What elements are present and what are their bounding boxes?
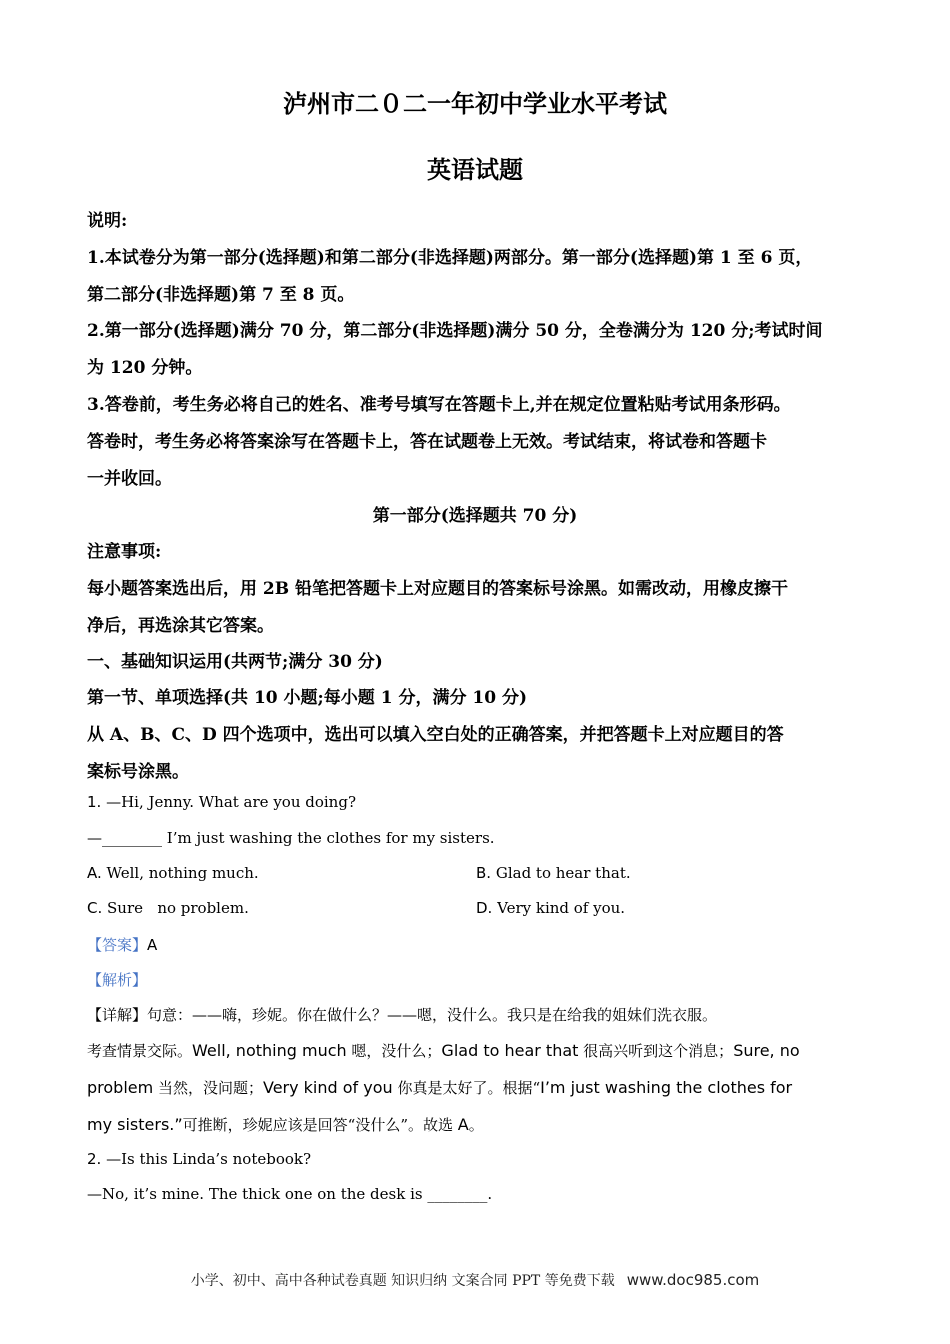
exam-subtitle: 英语试题 <box>427 155 523 184</box>
exp-text: 嗯，没什么； <box>346 1042 442 1060</box>
question-text: —Is this Linda’s notebook? <box>106 1150 312 1168</box>
option-label: D. <box>476 899 493 917</box>
exp-text: 可推断，珍妮应该是回答“没什么”。故选 <box>182 1116 458 1134</box>
option-a <box>87 864 259 882</box>
question-number: 1. <box>87 793 102 811</box>
option-label: B. <box>476 864 492 882</box>
exp-text: 很高兴听到这个消息； <box>578 1042 734 1060</box>
question-number: 2. <box>87 1150 102 1168</box>
option-label: A. <box>87 864 102 882</box>
question-1-prompt <box>87 793 356 811</box>
option-text: Very kind of you. <box>497 899 626 917</box>
exp-text: 考查情景交际。 <box>87 1042 193 1060</box>
option-text: Well, nothing much. <box>106 864 259 882</box>
option-text: Sure no problem. <box>107 899 249 917</box>
answer-line <box>87 934 157 955</box>
instruction-line: 答卷时，考生务必将答案涂写在答题卡上，答在试题卷上无效。考试结束，将试卷和答题卡 <box>87 432 767 452</box>
instruction-line: 3.答卷前，考生务必将自己的姓名、准考号填写在答题卡上,并在规定位置粘贴考试用条形码。 <box>87 395 791 415</box>
question-2-response: —No, it’s mine. The thick one on the desk is ________. <box>87 1185 493 1203</box>
analysis-tag: 【解析】 <box>87 971 148 989</box>
instruction-line: 2.第一部分(选择题)满分 70 分，第二部分(非选择题)满分 50 分，全卷满分为 120 分;考试时间 <box>87 321 823 341</box>
exp-text: Glad to hear that <box>441 1041 579 1060</box>
exp-text: Well, nothing much <box>192 1041 347 1060</box>
answer-tag: 【答案】 <box>87 936 148 954</box>
answer-value: A <box>147 936 158 954</box>
footer-text: 小学、初中、高中各种试卷真题 知识归纳 文案合同 PPT 等免费下载 <box>190 1273 615 1289</box>
option-b <box>476 864 631 882</box>
instruction-line: 为 120 分钟。 <box>87 358 203 378</box>
exp-text: problem <box>87 1078 154 1097</box>
question-1-response: —________ I’m just washing the clothes for my sisters. <box>87 829 495 847</box>
exp-text: A <box>457 1115 469 1134</box>
explanation-line <box>87 1114 484 1135</box>
instruction-line: 一并收回。 <box>87 469 172 489</box>
question-text: —Hi, Jenny. What are you doing? <box>106 793 356 811</box>
exp-text: 你真是太好了。根据“ <box>392 1079 541 1097</box>
detail-line: 【详解】句意：——嗨，珍妮。你在做什么？——嗯，没什么。我只是在给我的姐妹们洗衣服。 <box>87 1006 718 1024</box>
exp-text: I’m just washing the clothes for <box>540 1078 793 1097</box>
notes-heading: 注意事项: <box>87 542 162 562</box>
exp-text: 。 <box>468 1116 484 1134</box>
subsection-heading: 第一节、单项选择(共 10 小题;每小题 1 分，满分 10 分) <box>87 688 528 708</box>
instruction-line: 第二部分(非选择题)第 7 至 8 页。 <box>87 285 355 305</box>
exp-text: 当然，没问题； <box>153 1079 263 1097</box>
explanation-line <box>87 1040 800 1061</box>
instructions-heading: 说明: <box>87 211 128 231</box>
explanation-line <box>87 1077 792 1098</box>
exp-text: Sure, no <box>733 1041 800 1060</box>
footer-site-link[interactable]: www.doc985.com <box>626 1271 760 1289</box>
part-heading: 第一部分(选择题共 70 分) <box>372 506 578 526</box>
exp-text: Very kind of you <box>262 1078 393 1097</box>
note-line: 净后，再选涂其它答案。 <box>87 616 274 636</box>
direction-line: 从 A、B、C、D 四个选项中，选出可以填入空白处的正确答案，并把答题卡上对应题目的答 <box>87 725 784 745</box>
option-d <box>476 899 625 917</box>
page-footer <box>0 1270 950 1290</box>
instruction-line: 1.本试卷分为第一部分(选择题)和第二部分(非选择题)两部分。第一部分(选择题)第 1 至 6 页， <box>87 248 813 268</box>
exp-text: my sisters.” <box>87 1115 183 1134</box>
section-heading: 一、基础知识运用(共两节;满分 30 分) <box>87 652 383 672</box>
option-text: Glad to hear that. <box>495 864 631 882</box>
question-2-prompt <box>87 1150 311 1168</box>
direction-line: 案标号涂黑。 <box>87 762 189 782</box>
option-c <box>87 899 249 917</box>
option-label: C. <box>87 899 103 917</box>
exam-title: 泸州市二０二一年初中学业水平考试 <box>283 89 667 118</box>
note-line: 每小题答案选出后，用 2B 铅笔把答题卡上对应题目的答案标号涂黑。如需改动，用橡皮擦干 <box>87 579 789 599</box>
